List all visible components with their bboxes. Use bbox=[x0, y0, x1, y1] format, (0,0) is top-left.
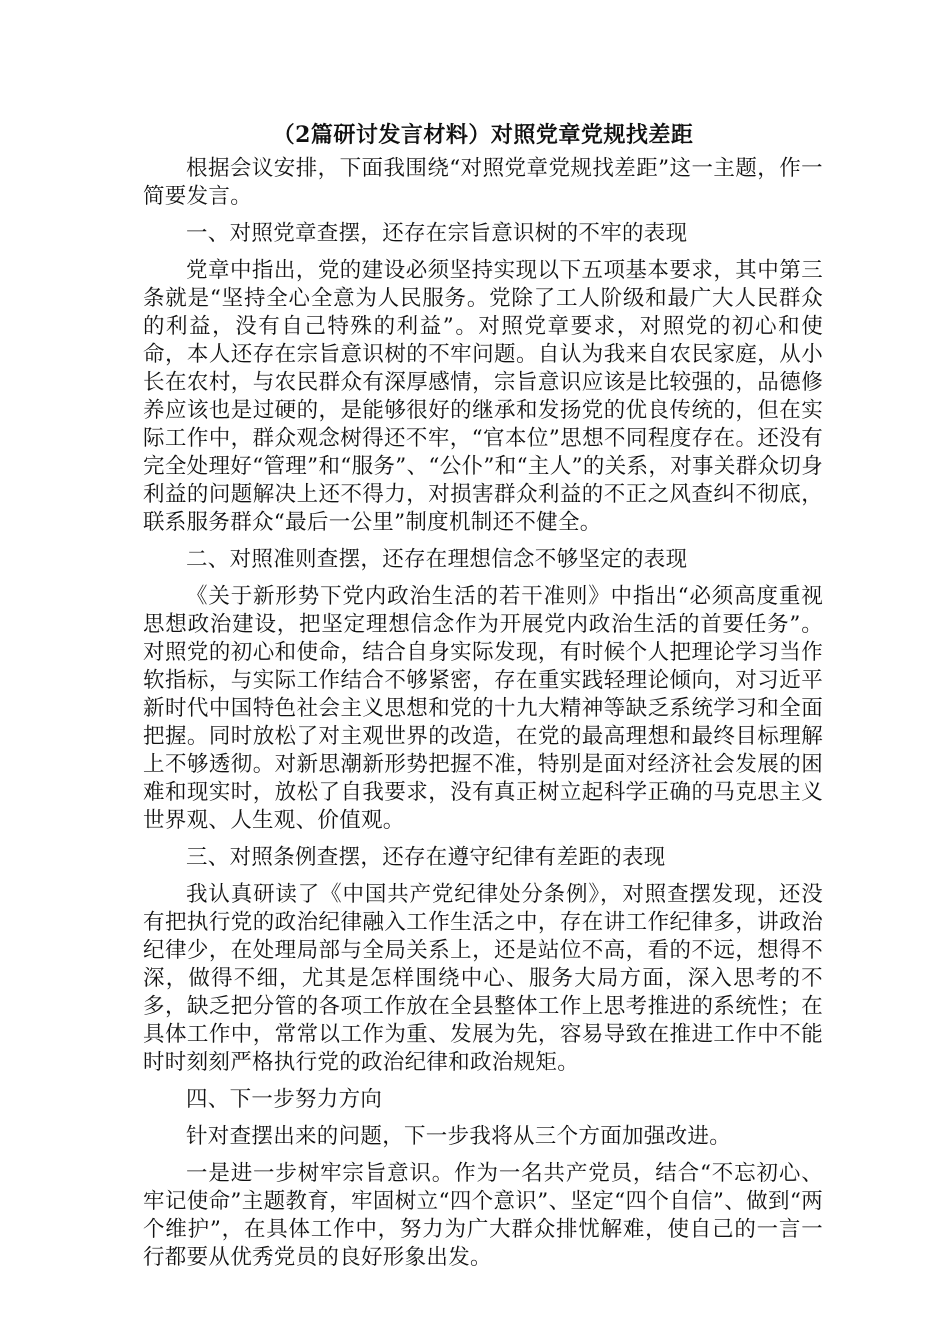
section-3-body: 我认真研读了《中国共产党纪律处分条例》，对照查摆发现，还没有把执行党的政治纪律融入工作生活之中，存在讲工作纪律多，讲政治纪律少，在处理局部与全局关系上，还是站位不高，看的不远，想得不深，做得不细，尤其是怎样围绕中心、服务大局方面，深入思考的不多，缺乏把分管的各项工作放在全县整体工作上思考推进的系统性；在具体工作中，常常以工作为重、发展为先，容易导致在推进工作中不能时时刻刻严格执行党的政治纪律和政治规矩。 bbox=[143, 882, 823, 1075]
section-2-heading: 二、对照准则查摆，还存在理想信念不够坚定的表现 bbox=[186, 547, 688, 572]
intro-paragraph: 根据会议安排，下面我围绕“对照党章党规找差距”这一主题，作一简要发言。 bbox=[143, 156, 823, 209]
section-2-body: 《关于新形势下党内政治生活的若干准则》中指出“必须高度重视思想政治建设，把坚定理想信念作为开展党内政治生活的首要任务”。对照党的初心和使命，结合自身实际发现，有时候个人把理论学习当作软指标，与实际工作结合不够紧密，存在重实践轻理论倾向，对习近平新时代中国特色社会主义思想和党的十九大精神等缺乏系统学习和全面把握。同时放松了对主观世界的改造，在党的最高理想和最终目标理解上不够透彻。对新思潮新形势把握不准，特别是面对经济社会发展的困难和现实时，放松了自我要求，没有真正树立起科学正确的马克思主义世界观、人生观、价值观。 bbox=[143, 584, 823, 833]
section-1-heading: 一、对照党章查摆，还存在宗旨意识树的不牢的表现 bbox=[186, 221, 688, 246]
section-4-lead: 针对查摆出来的问题，下一步我将从三个方面加强改进。 bbox=[186, 1124, 732, 1149]
section-1-body: 党章中指出，党的建设必须坚持实现以下五项基本要求，其中第三条就是“坚持全心全意为人民服务。党除了工人阶级和最广大人民群众的利益，没有自己特殊的利益”。对照党章要求，对照党的初心和使命，本人还存在宗旨意识树的不牢问题。自认为我来自农民家庭，从小长在农村，与农民群众有深厚感情，宗旨意识应该是比较强的，品德修养应该也是过硬的，是能够很好的继承和发扬党的优良传统的，但在实际工作中，群众观念树得还不牢，“官本位”思想不同程度存在。还没有完全处理好“管理”和“服务”、“公仆”和“主人”的关系，对事关群众切身利益的问题解决上还不得力，对损害群众利益的不正之风查纠不彻底，联系服务群众“最后一公里”制度机制还不健全。 bbox=[143, 258, 823, 535]
section-3-heading: 三、对照条例查摆，还存在遵守纪律有差距的表现 bbox=[186, 845, 666, 870]
document-title: （2篇研讨发言材料）对照党章党规找差距 bbox=[272, 122, 694, 148]
document-page bbox=[143, 117, 823, 1281]
section-4-heading: 四、下一步努力方向 bbox=[186, 1087, 383, 1112]
section-4-point-1: 一是进一步树牢宗旨意识。作为一名共产党员，结合“不忘初心、牢记使命”主题教育，牢固树立“四个意识”、坚定“四个自信”、做到“两个维护”，在具体工作中，努力为广大群众排忧解难，使自己的一言一行都要从优秀党员的良好形象出发。 bbox=[143, 1161, 823, 1270]
